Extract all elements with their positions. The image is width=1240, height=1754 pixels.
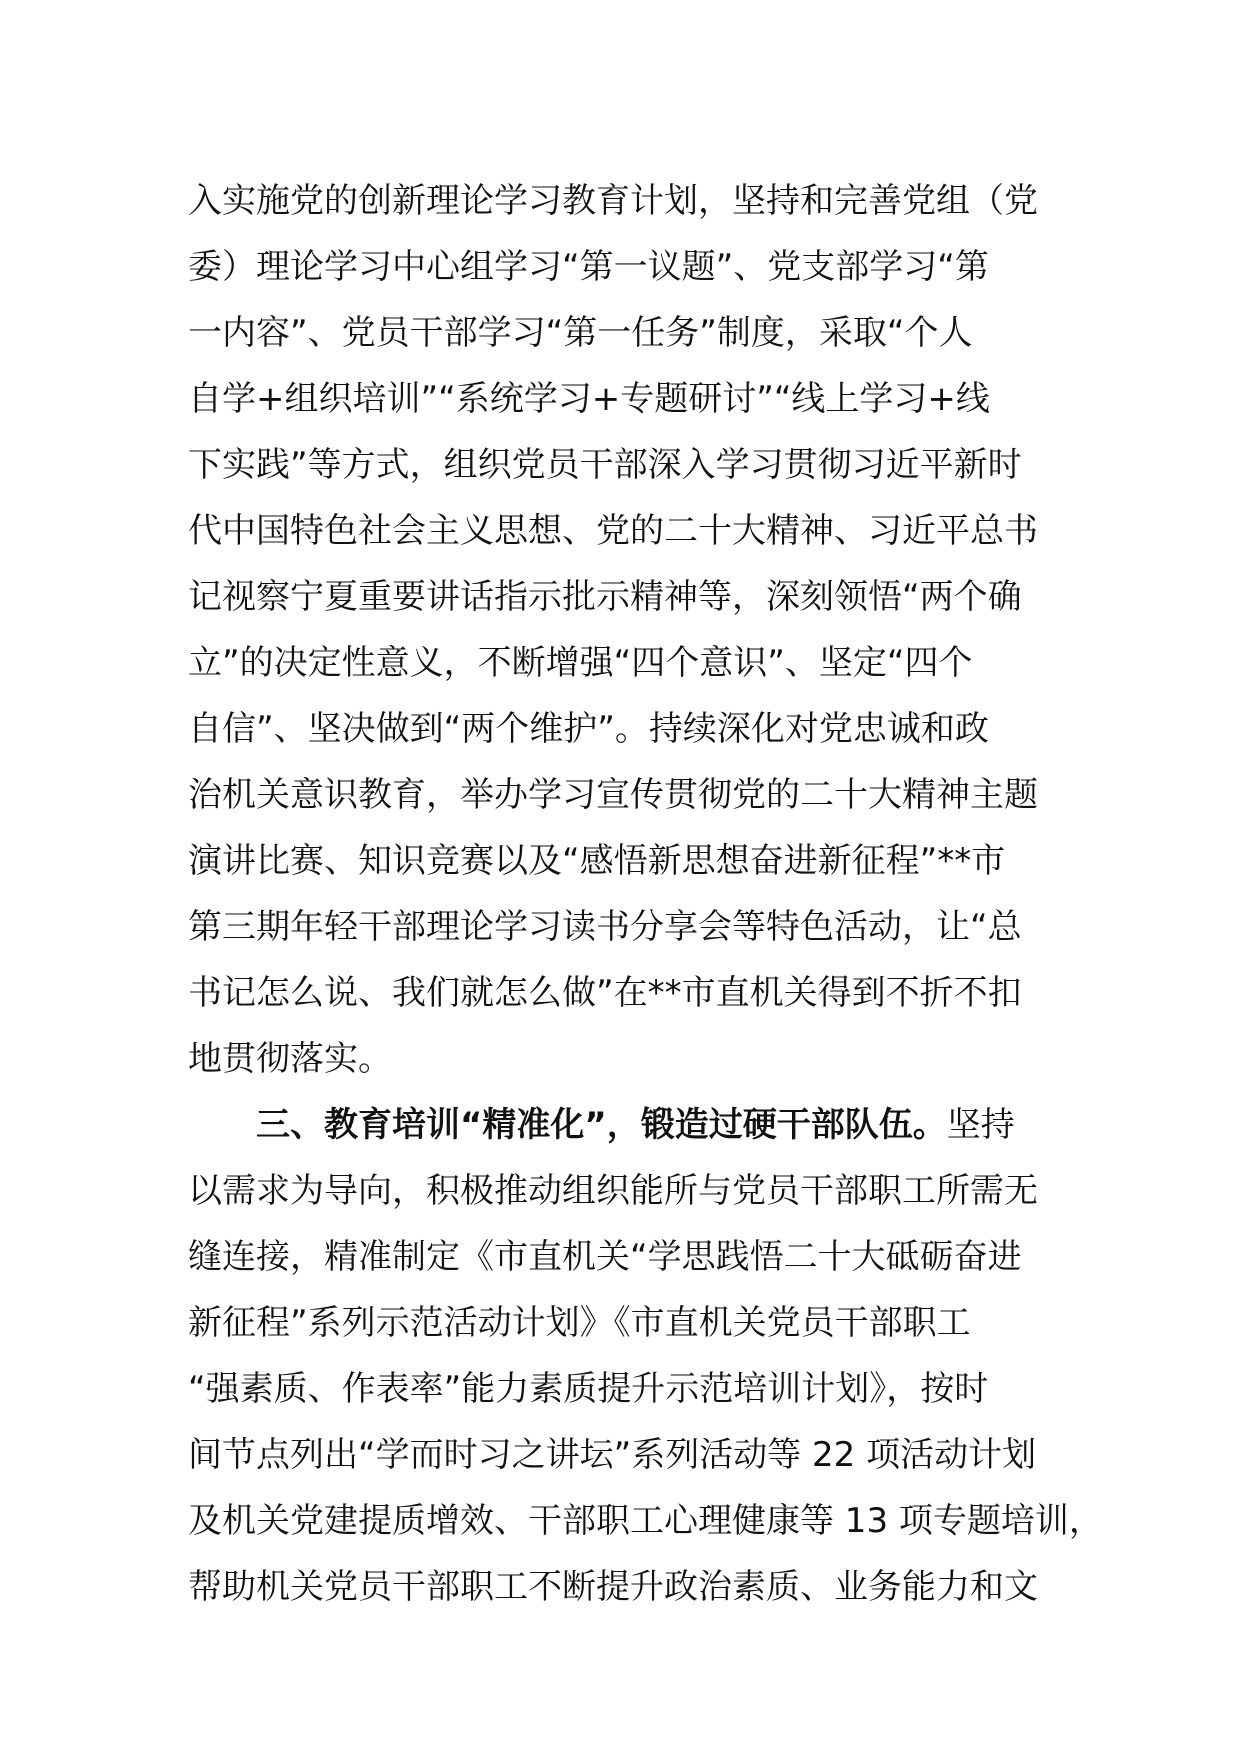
text-line: 治机关意识教育，举办学习宣传贯彻党的二十大精神主题 [188,775,1038,815]
text-line: 自信”、坚决做到“两个维护”。持续深化对党忠诚和政 [188,709,989,749]
text-line: 书记怎么说、我们就怎么做”在**市直机关得到不折不扣 [188,973,1022,1013]
section-3 [188,1092,1103,1620]
text-line: 帮助机关党员干部职工不断提升政治素质、业务能力和文 [188,1567,1038,1607]
section-3-first-line-rest: 坚持 [946,1105,1015,1145]
text-line: 下实践”等方式，组织党员干部深入学习贯彻习近平新时 [188,445,1022,485]
text-line: 代中国特色社会主义思想、党的二十大精神、习近平总书 [188,511,1038,551]
text-line: 新征程”系列示范活动计划》《市直机关党员干部职工 [188,1303,971,1343]
section-3-first-line [188,1092,1088,1158]
text-line: 一内容”、党员干部学习“第一任务”制度，采取“个人 [188,313,973,353]
text-line: 及机关党建提质增效、干部职工心理健康等 13 项专题培训， [188,1501,1103,1541]
text-line: 缝连接，精准制定《市直机关“学思践悟二十大砥砺奋进 [188,1237,1022,1277]
text-line: 演讲比赛、知识竞赛以及“感悟新思想奋进新征程”**市 [188,841,1006,881]
text-line: 第三期年轻干部理论学习读书分享会等特色活动，让“总 [188,907,1022,947]
document-body [188,168,1103,1620]
text-line: 自学+组织培训”“系统学习+专题研讨”“线上学习+线 [188,379,990,419]
text-line: 记视察宁夏重要讲话指示批示精神等，深刻领悟“两个确 [188,577,1022,617]
text-line: “强素质、作表率”能力素质提升示范培训计划》，按时 [188,1369,989,1409]
text-line: 委）理论学习中心组学习“第一议题”、党支部学习“第 [188,247,989,287]
section-3-heading: 三、教育培训“精准化”，锻造过硬干部队伍。 [256,1105,947,1145]
text-line: 间节点列出“学而时习之讲坛”系列活动等 22 项活动计划 [188,1435,1037,1475]
text-line: 地贯彻落实。 [188,1039,392,1079]
paragraph-1 [188,168,1088,1092]
text-line: 立”的决定性意义，不断增强“四个意识”、坚定“四个 [188,643,973,683]
text-line: 入实施党的创新理论学习教育计划，坚持和完善党组（党 [188,181,1038,221]
text-line: 以需求为导向，积极推动组织能所与党员干部职工所需无 [188,1171,1038,1211]
